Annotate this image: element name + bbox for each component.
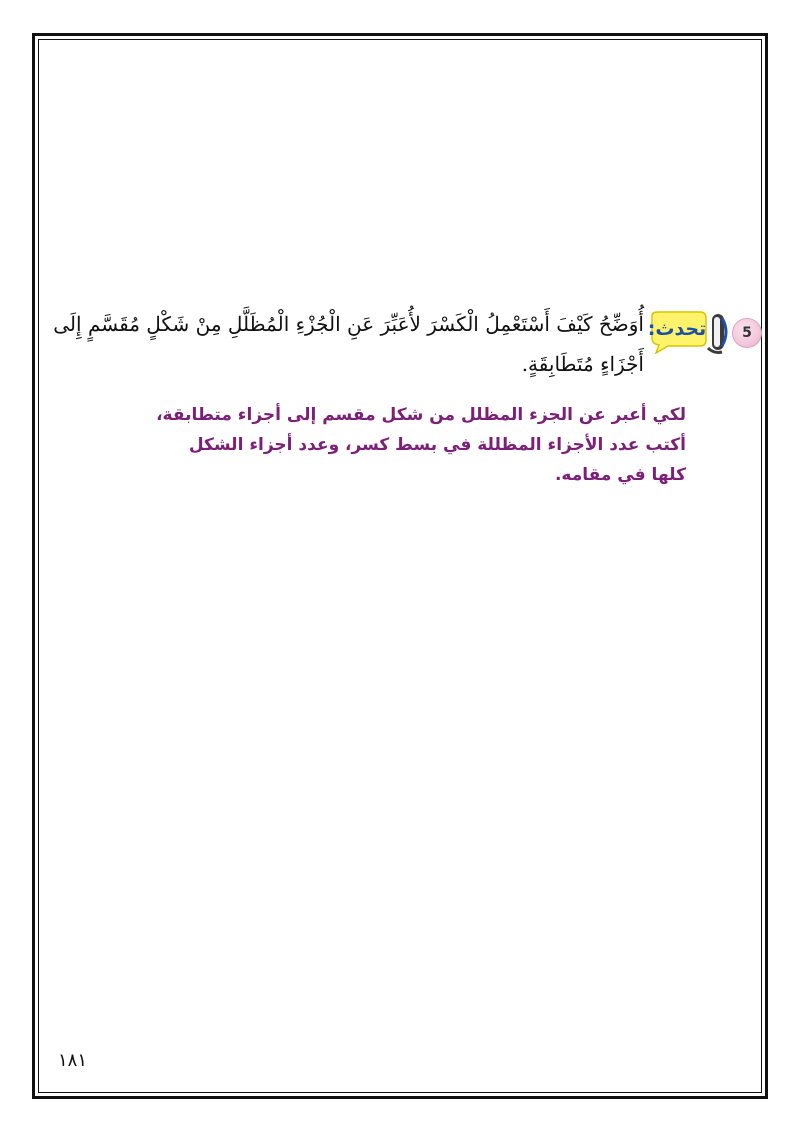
question-text: أُوَضِّحُ كَيْفَ أَسْتَعْمِلُ الْكَسْرَ لأُعَبِّرَ عَنِ الْجُزْءِ الْمُظَلَّلِ مِنْ شَكْلٍ مُقَسَّمٍ إِلَى أَجْزَاءٍ مُتَطَابِقَةٍ. [53, 312, 644, 376]
question-number: 5 [742, 325, 752, 341]
question-row [48, 298, 764, 398]
page-border [32, 33, 768, 1099]
question-number-badge [732, 318, 762, 348]
talk-badge-label: تحدث: [647, 318, 707, 340]
talk-badge [646, 310, 708, 354]
answer-text: لكي أعبر عن الجزء المظلل من شكل مقسم إلى أجزاء متطابقة، أكتب عدد الأجزاء المظللة في بسط كسر، وعدد أجزاء الشكل كلها في مقامه. [156, 405, 686, 485]
page-number: ١٨١ [58, 1050, 88, 1071]
